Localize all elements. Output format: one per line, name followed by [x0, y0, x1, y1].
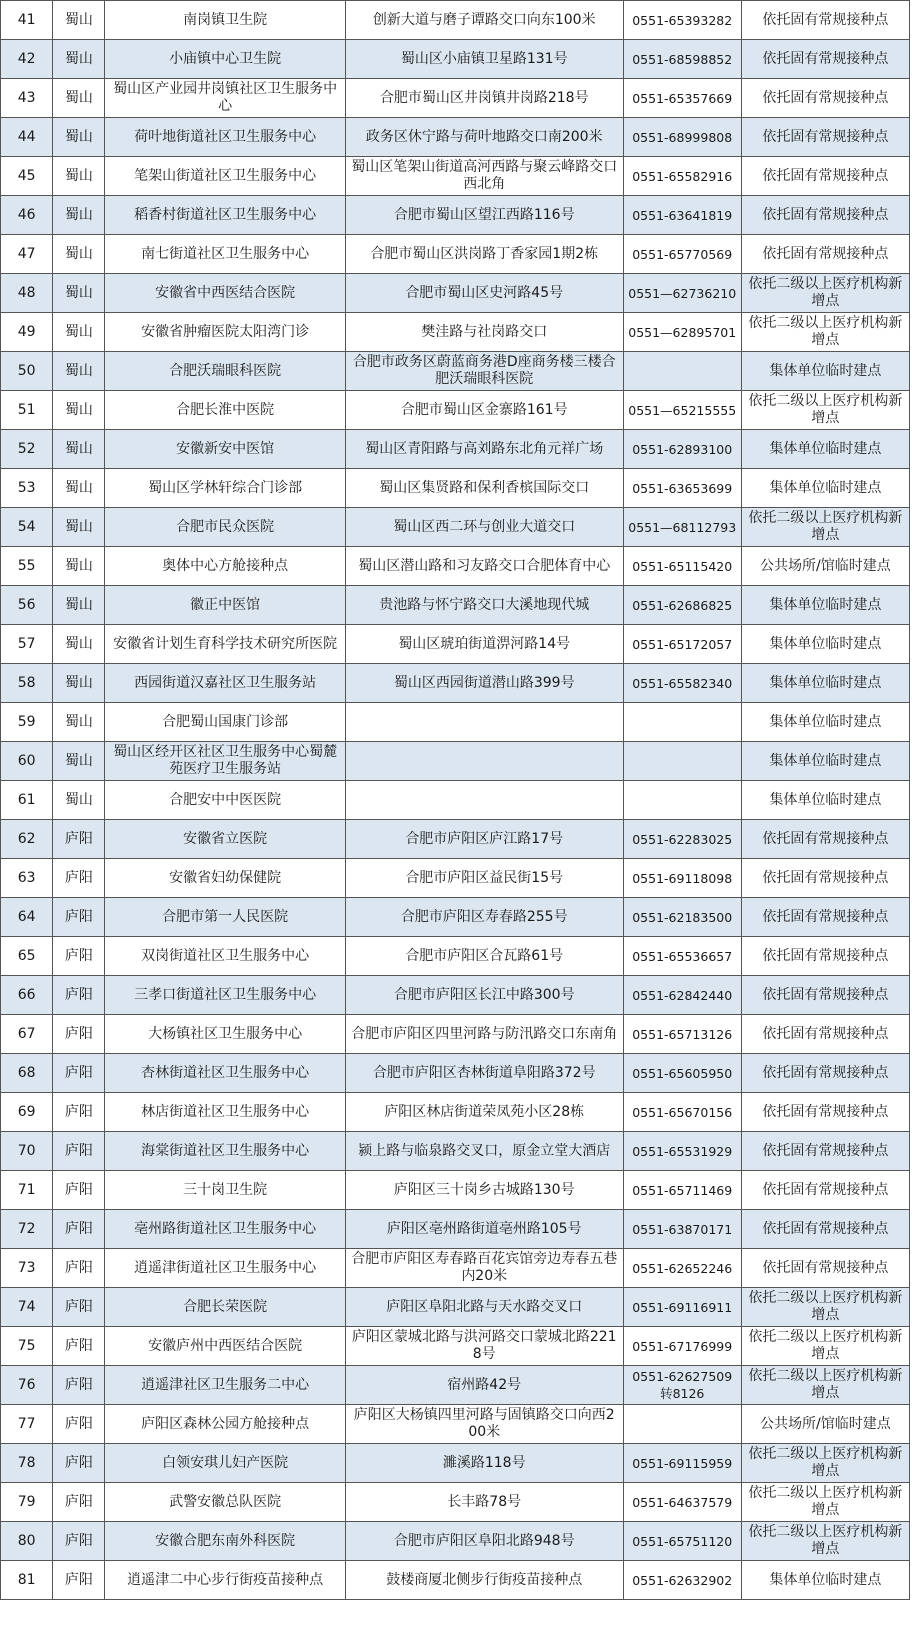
table-row — [1, 1054, 910, 1093]
site-name-cell: 合肥蜀山国康门诊部 — [105, 703, 345, 742]
address-cell: 贵池路与怀宁路交口大溪地现代城 — [345, 586, 623, 625]
row-number: 76 — [1, 1366, 53, 1405]
district-cell: 庐阳 — [53, 976, 105, 1015]
row-number: 57 — [1, 625, 53, 664]
site-type-cell: 依托固有常规接种点 — [741, 196, 909, 235]
district-cell: 庐阳 — [53, 1561, 105, 1600]
table-row — [1, 898, 910, 937]
table-row — [1, 79, 910, 118]
site-name-cell: 小庙镇中心卫生院 — [105, 40, 345, 79]
table-row — [1, 430, 910, 469]
phone-cell — [623, 781, 741, 820]
site-type-cell: 依托固有常规接种点 — [741, 1054, 909, 1093]
site-type-cell: 依托固有常规接种点 — [741, 859, 909, 898]
address-cell: 创新大道与磨子谭路交口向东100米 — [345, 1, 623, 40]
address-cell: 合肥市庐阳区杏林街道阜阳路372号 — [345, 1054, 623, 1093]
phone-cell: 0551-62283025 — [623, 820, 741, 859]
site-type-cell: 公共场所/馆临时建点 — [741, 1405, 909, 1444]
row-number: 69 — [1, 1093, 53, 1132]
address-cell: 蜀山区笔架山街道高河西路与聚云峰路交口西北角 — [345, 157, 623, 196]
table-row — [1, 391, 910, 430]
address-cell: 合肥市蜀山区史河路45号 — [345, 274, 623, 313]
district-cell: 蜀山 — [53, 1, 105, 40]
address-cell: 庐阳区亳州路街道亳州路105号 — [345, 1210, 623, 1249]
site-name-cell: 笔架山街道社区卫生服务中心 — [105, 157, 345, 196]
phone-cell: 0551-65582340 — [623, 664, 741, 703]
phone-cell: 0551-69116911 — [623, 1288, 741, 1327]
phone-cell: 0551-65115420 — [623, 547, 741, 586]
site-name-cell: 合肥长荣医院 — [105, 1288, 345, 1327]
site-type-cell: 公共场所/馆临时建点 — [741, 547, 909, 586]
site-name-cell: 杏林街道社区卫生服务中心 — [105, 1054, 345, 1093]
row-number: 72 — [1, 1210, 53, 1249]
address-cell: 蜀山区青阳路与高刘路东北角元祥广场 — [345, 430, 623, 469]
site-name-cell: 安徽庐州中西医结合医院 — [105, 1327, 345, 1366]
district-cell: 庐阳 — [53, 1249, 105, 1288]
table-row — [1, 1015, 910, 1054]
district-cell: 蜀山 — [53, 157, 105, 196]
table-row — [1, 235, 910, 274]
table-row — [1, 547, 910, 586]
site-name-cell: 蜀山区产业园井岗镇社区卫生服务中心 — [105, 79, 345, 118]
row-number: 67 — [1, 1015, 53, 1054]
phone-cell: 0551-68999808 — [623, 118, 741, 157]
table-body — [1, 1, 910, 1600]
district-cell: 庐阳 — [53, 859, 105, 898]
site-type-cell: 依托固有常规接种点 — [741, 1171, 909, 1210]
phone-cell: 0551-63653699 — [623, 469, 741, 508]
table-row — [1, 40, 910, 79]
table-row — [1, 1288, 910, 1327]
row-number: 47 — [1, 235, 53, 274]
district-cell: 蜀山 — [53, 703, 105, 742]
address-cell: 庐阳区三十岗乡古城路130号 — [345, 1171, 623, 1210]
phone-cell: 0551-65711469 — [623, 1171, 741, 1210]
district-cell: 庐阳 — [53, 1366, 105, 1405]
site-name-cell: 安徽新安中医馆 — [105, 430, 345, 469]
district-cell: 庐阳 — [53, 898, 105, 937]
row-number: 79 — [1, 1483, 53, 1522]
phone-cell: 0551-62627509转8126 — [623, 1366, 741, 1405]
district-cell: 蜀山 — [53, 196, 105, 235]
site-name-cell: 安徽省肿瘤医院太阳湾门诊 — [105, 313, 345, 352]
phone-cell: 0551-65172057 — [623, 625, 741, 664]
phone-cell: 0551-65393282 — [623, 1, 741, 40]
site-type-cell: 依托固有常规接种点 — [741, 1132, 909, 1171]
row-number: 43 — [1, 79, 53, 118]
site-type-cell: 依托固有常规接种点 — [741, 1, 909, 40]
district-cell: 蜀山 — [53, 742, 105, 781]
row-number: 45 — [1, 157, 53, 196]
phone-cell: 0551—62895701 — [623, 313, 741, 352]
row-number: 42 — [1, 40, 53, 79]
district-cell: 蜀山 — [53, 118, 105, 157]
district-cell: 蜀山 — [53, 313, 105, 352]
address-cell: 鼓楼商厦北侧步行街疫苗接种点 — [345, 1561, 623, 1600]
row-number: 81 — [1, 1561, 53, 1600]
site-type-cell: 依托固有常规接种点 — [741, 820, 909, 859]
district-cell: 蜀山 — [53, 430, 105, 469]
phone-cell — [623, 742, 741, 781]
address-cell: 合肥市蜀山区金寨路161号 — [345, 391, 623, 430]
row-number: 56 — [1, 586, 53, 625]
row-number: 70 — [1, 1132, 53, 1171]
phone-cell: 0551-62842440 — [623, 976, 741, 1015]
site-name-cell: 三十岗卫生院 — [105, 1171, 345, 1210]
site-name-cell: 稻香村街道社区卫生服务中心 — [105, 196, 345, 235]
address-cell: 蜀山区西二环与创业大道交口 — [345, 508, 623, 547]
site-type-cell: 依托二级以上医疗机构新增点 — [741, 1327, 909, 1366]
address-cell: 合肥市政务区蔚蓝商务港D座商务楼三楼合肥沃瑞眼科医院 — [345, 352, 623, 391]
table-row — [1, 1366, 910, 1405]
district-cell: 庐阳 — [53, 1327, 105, 1366]
table-row — [1, 1522, 910, 1561]
table-row — [1, 703, 910, 742]
phone-cell: 0551—65215555 — [623, 391, 741, 430]
phone-cell: 0551-64637579 — [623, 1483, 741, 1522]
site-type-cell: 依托固有常规接种点 — [741, 1015, 909, 1054]
site-name-cell: 蜀山区经开区社区卫生服务中心蜀麓苑医疗卫生服务站 — [105, 742, 345, 781]
row-number: 80 — [1, 1522, 53, 1561]
phone-cell: 0551—62736210 — [623, 274, 741, 313]
district-cell: 蜀山 — [53, 235, 105, 274]
district-cell: 蜀山 — [53, 391, 105, 430]
table-row — [1, 1, 910, 40]
row-number: 74 — [1, 1288, 53, 1327]
site-type-cell: 集体单位临时建点 — [741, 781, 909, 820]
phone-cell: 0551-69118098 — [623, 859, 741, 898]
site-name-cell: 安徽省立医院 — [105, 820, 345, 859]
phone-cell: 0551-68598852 — [623, 40, 741, 79]
row-number: 53 — [1, 469, 53, 508]
phone-cell: 0551-65605950 — [623, 1054, 741, 1093]
table-row — [1, 742, 910, 781]
table-row — [1, 820, 910, 859]
site-name-cell: 逍遥津社区卫生服务二中心 — [105, 1366, 345, 1405]
address-cell: 合肥市蜀山区望江西路116号 — [345, 196, 623, 235]
district-cell: 庐阳 — [53, 1015, 105, 1054]
address-cell: 合肥市蜀山区井岗镇井岗路218号 — [345, 79, 623, 118]
table-row — [1, 664, 910, 703]
address-cell: 合肥市庐阳区合瓦路61号 — [345, 937, 623, 976]
address-cell — [345, 742, 623, 781]
table-row — [1, 118, 910, 157]
site-name-cell: 海棠街道社区卫生服务中心 — [105, 1132, 345, 1171]
site-type-cell: 依托固有常规接种点 — [741, 1249, 909, 1288]
phone-cell: 0551-67176999 — [623, 1327, 741, 1366]
site-type-cell: 依托固有常规接种点 — [741, 118, 909, 157]
address-cell: 合肥市庐阳区寿春路百花宾馆旁边寿春五巷内20米 — [345, 1249, 623, 1288]
row-number: 58 — [1, 664, 53, 703]
address-cell: 合肥市庐阳区四里河路与防汛路交口东南角 — [345, 1015, 623, 1054]
site-type-cell: 集体单位临时建点 — [741, 586, 909, 625]
site-name-cell: 逍遥津街道社区卫生服务中心 — [105, 1249, 345, 1288]
row-number: 75 — [1, 1327, 53, 1366]
address-cell: 合肥市庐阳区寿春路255号 — [345, 898, 623, 937]
address-cell: 庐阳区蒙城北路与洪河路交口蒙城北路2218号 — [345, 1327, 623, 1366]
district-cell: 庐阳 — [53, 1171, 105, 1210]
phone-cell — [623, 1405, 741, 1444]
row-number: 50 — [1, 352, 53, 391]
address-cell: 蜀山区集贤路和保利香槟国际交口 — [345, 469, 623, 508]
phone-cell: 0551-65357669 — [623, 79, 741, 118]
site-type-cell: 集体单位临时建点 — [741, 703, 909, 742]
district-cell: 蜀山 — [53, 625, 105, 664]
site-type-cell: 依托二级以上医疗机构新增点 — [741, 508, 909, 547]
table-row — [1, 313, 910, 352]
district-cell: 蜀山 — [53, 781, 105, 820]
row-number: 44 — [1, 118, 53, 157]
site-type-cell: 依托固有常规接种点 — [741, 40, 909, 79]
address-cell: 政务区休宁路与荷叶地路交口南200米 — [345, 118, 623, 157]
site-type-cell: 依托二级以上医疗机构新增点 — [741, 391, 909, 430]
district-cell: 庐阳 — [53, 1483, 105, 1522]
row-number: 65 — [1, 937, 53, 976]
row-number: 66 — [1, 976, 53, 1015]
site-name-cell: 安徽合肥东南外科医院 — [105, 1522, 345, 1561]
address-cell: 宿州路42号 — [345, 1366, 623, 1405]
site-name-cell: 大杨镇社区卫生服务中心 — [105, 1015, 345, 1054]
phone-cell — [623, 703, 741, 742]
table-row — [1, 1327, 910, 1366]
row-number: 51 — [1, 391, 53, 430]
address-cell: 庐阳区林店街道荣凤苑小区28栋 — [345, 1093, 623, 1132]
district-cell: 庐阳 — [53, 1054, 105, 1093]
address-cell: 庐阳区大杨镇四里河路与固镇路交口向西200米 — [345, 1405, 623, 1444]
row-number: 41 — [1, 1, 53, 40]
address-cell: 颍上路与临泉路交叉口，原金立堂大酒店 — [345, 1132, 623, 1171]
site-name-cell: 蜀山区学林轩综合门诊部 — [105, 469, 345, 508]
row-number: 54 — [1, 508, 53, 547]
site-name-cell: 白领安琪儿妇产医院 — [105, 1444, 345, 1483]
district-cell: 蜀山 — [53, 469, 105, 508]
row-number: 52 — [1, 430, 53, 469]
row-number: 63 — [1, 859, 53, 898]
site-type-cell: 依托固有常规接种点 — [741, 235, 909, 274]
site-name-cell: 合肥长淮中医院 — [105, 391, 345, 430]
address-cell: 合肥市蜀山区洪岗路丁香家园1期2栋 — [345, 235, 623, 274]
site-type-cell: 依托固有常规接种点 — [741, 937, 909, 976]
site-name-cell: 南七街道社区卫生服务中心 — [105, 235, 345, 274]
site-type-cell: 集体单位临时建点 — [741, 430, 909, 469]
phone-cell: 0551-62652246 — [623, 1249, 741, 1288]
site-type-cell: 集体单位临时建点 — [741, 742, 909, 781]
site-type-cell: 依托固有常规接种点 — [741, 1093, 909, 1132]
phone-cell: 0551-63641819 — [623, 196, 741, 235]
table-row — [1, 1171, 910, 1210]
table-row — [1, 1210, 910, 1249]
row-number: 49 — [1, 313, 53, 352]
address-cell — [345, 781, 623, 820]
phone-cell — [623, 352, 741, 391]
site-type-cell: 依托固有常规接种点 — [741, 898, 909, 937]
address-cell — [345, 703, 623, 742]
site-type-cell: 依托固有常规接种点 — [741, 157, 909, 196]
phone-cell: 0551-63870171 — [623, 1210, 741, 1249]
table-row — [1, 1249, 910, 1288]
site-name-cell: 武警安徽总队医院 — [105, 1483, 345, 1522]
table-row — [1, 508, 910, 547]
address-cell: 长丰路78号 — [345, 1483, 623, 1522]
table-row — [1, 937, 910, 976]
table-row — [1, 781, 910, 820]
row-number: 78 — [1, 1444, 53, 1483]
address-cell: 合肥市庐阳区益民街15号 — [345, 859, 623, 898]
table-row — [1, 274, 910, 313]
district-cell: 蜀山 — [53, 79, 105, 118]
table-row — [1, 859, 910, 898]
phone-cell: 0551-65770569 — [623, 235, 741, 274]
district-cell: 蜀山 — [53, 352, 105, 391]
site-name-cell: 安徽省妇幼保健院 — [105, 859, 345, 898]
district-cell: 庐阳 — [53, 1132, 105, 1171]
row-number: 62 — [1, 820, 53, 859]
site-name-cell: 安徽省中西医结合医院 — [105, 274, 345, 313]
site-name-cell: 合肥沃瑞眼科医院 — [105, 352, 345, 391]
table-row — [1, 1093, 910, 1132]
site-name-cell: 合肥市第一人民医院 — [105, 898, 345, 937]
site-type-cell: 依托二级以上医疗机构新增点 — [741, 1444, 909, 1483]
row-number: 73 — [1, 1249, 53, 1288]
phone-cell: 0551-62183500 — [623, 898, 741, 937]
table-row — [1, 1483, 910, 1522]
site-name-cell: 合肥市民众医院 — [105, 508, 345, 547]
row-number: 68 — [1, 1054, 53, 1093]
address-cell: 合肥市庐阳区长江中路300号 — [345, 976, 623, 1015]
district-cell: 蜀山 — [53, 274, 105, 313]
table-row — [1, 1444, 910, 1483]
address-cell: 蜀山区琥珀街道淠河路14号 — [345, 625, 623, 664]
phone-cell: 0551-65536657 — [623, 937, 741, 976]
row-number: 55 — [1, 547, 53, 586]
district-cell: 蜀山 — [53, 586, 105, 625]
phone-cell: 0551-62893100 — [623, 430, 741, 469]
site-type-cell: 依托二级以上医疗机构新增点 — [741, 1483, 909, 1522]
row-number: 77 — [1, 1405, 53, 1444]
table-row — [1, 1405, 910, 1444]
phone-cell: 0551-62686825 — [623, 586, 741, 625]
site-name-cell: 林店街道社区卫生服务中心 — [105, 1093, 345, 1132]
site-name-cell: 双岗街道社区卫生服务中心 — [105, 937, 345, 976]
site-name-cell: 庐阳区森林公园方舱接种点 — [105, 1405, 345, 1444]
phone-cell: 0551-69115959 — [623, 1444, 741, 1483]
row-number: 60 — [1, 742, 53, 781]
site-type-cell: 依托二级以上医疗机构新增点 — [741, 313, 909, 352]
table-row — [1, 196, 910, 235]
table-row — [1, 469, 910, 508]
district-cell: 蜀山 — [53, 547, 105, 586]
site-name-cell: 南岗镇卫生院 — [105, 1, 345, 40]
table-row — [1, 586, 910, 625]
site-name-cell: 徽正中医馆 — [105, 586, 345, 625]
phone-cell: 0551-65751120 — [623, 1522, 741, 1561]
district-cell: 庐阳 — [53, 1522, 105, 1561]
site-name-cell: 安徽省计划生育科学技术研究所医院 — [105, 625, 345, 664]
district-cell: 庐阳 — [53, 937, 105, 976]
phone-cell: 0551—68112793 — [623, 508, 741, 547]
row-number: 61 — [1, 781, 53, 820]
site-name-cell: 亳州路街道社区卫生服务中心 — [105, 1210, 345, 1249]
address-cell: 庐阳区阜阳北路与天水路交叉口 — [345, 1288, 623, 1327]
phone-cell: 0551-62632902 — [623, 1561, 741, 1600]
row-number: 64 — [1, 898, 53, 937]
phone-cell: 0551-65582916 — [623, 157, 741, 196]
table-row — [1, 157, 910, 196]
row-number: 59 — [1, 703, 53, 742]
address-cell: 蜀山区西园街道潜山路399号 — [345, 664, 623, 703]
site-type-cell: 依托固有常规接种点 — [741, 79, 909, 118]
site-type-cell: 依托二级以上医疗机构新增点 — [741, 1288, 909, 1327]
site-type-cell: 集体单位临时建点 — [741, 352, 909, 391]
site-type-cell: 集体单位临时建点 — [741, 1561, 909, 1600]
site-name-cell: 逍遥津二中心步行街疫苗接种点 — [105, 1561, 345, 1600]
site-type-cell: 集体单位临时建点 — [741, 469, 909, 508]
address-cell: 合肥市庐阳区阜阳北路948号 — [345, 1522, 623, 1561]
table-row — [1, 352, 910, 391]
district-cell: 蜀山 — [53, 40, 105, 79]
row-number: 46 — [1, 196, 53, 235]
site-name-cell: 合肥安中中医医院 — [105, 781, 345, 820]
district-cell: 庐阳 — [53, 1405, 105, 1444]
address-cell: 蜀山区潜山路和习友路交口合肥体育中心 — [345, 547, 623, 586]
site-type-cell: 依托二级以上医疗机构新增点 — [741, 1366, 909, 1405]
site-name-cell: 西园街道汉嘉社区卫生服务站 — [105, 664, 345, 703]
table-row — [1, 1132, 910, 1171]
row-number: 48 — [1, 274, 53, 313]
site-name-cell: 荷叶地街道社区卫生服务中心 — [105, 118, 345, 157]
phone-cell: 0551-65713126 — [623, 1015, 741, 1054]
district-cell: 庐阳 — [53, 820, 105, 859]
district-cell: 蜀山 — [53, 664, 105, 703]
row-number: 71 — [1, 1171, 53, 1210]
site-name-cell: 奥体中心方舱接种点 — [105, 547, 345, 586]
district-cell: 庐阳 — [53, 1093, 105, 1132]
table-row — [1, 976, 910, 1015]
site-type-cell: 依托二级以上医疗机构新增点 — [741, 1522, 909, 1561]
table-row — [1, 1561, 910, 1600]
table-row — [1, 625, 910, 664]
site-type-cell: 依托固有常规接种点 — [741, 976, 909, 1015]
phone-cell: 0551-65670156 — [623, 1093, 741, 1132]
district-cell: 庐阳 — [53, 1444, 105, 1483]
phone-cell: 0551-65531929 — [623, 1132, 741, 1171]
site-type-cell: 集体单位临时建点 — [741, 664, 909, 703]
district-cell: 蜀山 — [53, 508, 105, 547]
district-cell: 庐阳 — [53, 1210, 105, 1249]
address-cell: 蜀山区小庙镇卫星路131号 — [345, 40, 623, 79]
site-name-cell: 三孝口街道社区卫生服务中心 — [105, 976, 345, 1015]
site-type-cell: 依托固有常规接种点 — [741, 1210, 909, 1249]
address-cell: 合肥市庐阳区庐江路17号 — [345, 820, 623, 859]
site-type-cell: 集体单位临时建点 — [741, 625, 909, 664]
district-cell: 庐阳 — [53, 1288, 105, 1327]
site-type-cell: 依托二级以上医疗机构新增点 — [741, 274, 909, 313]
address-cell: 樊洼路与社岗路交口 — [345, 313, 623, 352]
address-cell: 濉溪路118号 — [345, 1444, 623, 1483]
